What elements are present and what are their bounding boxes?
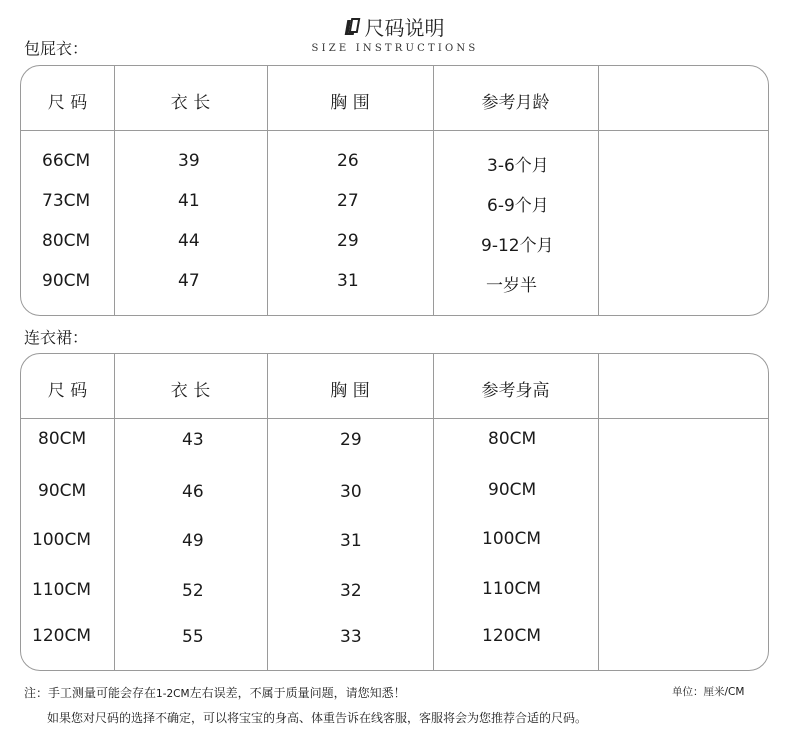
- cell-height: 100CM: [482, 529, 541, 549]
- header-length: 衣 长: [170, 93, 211, 113]
- cell-chest: 31: [340, 531, 362, 551]
- page-title-wrap: [0, 12, 790, 41]
- cell-height: 110CM: [482, 579, 541, 599]
- cell-length: 55: [182, 627, 204, 647]
- cell-age: 一岁半: [486, 276, 537, 296]
- size-table-dress: [20, 353, 769, 671]
- note-text-c: 左右误差，不属于质量问题，请您知悉！: [189, 686, 406, 700]
- measurement-note: [24, 684, 406, 701]
- cell-chest: 33: [340, 627, 362, 647]
- cell-size: 110CM: [32, 580, 91, 600]
- note-prefix: 注：: [24, 686, 49, 700]
- note-text-b: 1-2CM: [156, 688, 190, 700]
- cell-age: 3-6个月: [487, 156, 549, 176]
- header-chest: 胸 围: [330, 381, 370, 401]
- customer-service-note: 如果您对尺码的选择不确定，可以将宝宝的身高、体重告诉在线客服，客服将会为您推荐合适的尺码。: [47, 711, 588, 725]
- page-title-text: 尺码说明: [364, 16, 445, 40]
- cell-chest: 29: [340, 430, 362, 450]
- page-subtitle: SIZE INSTRUCTIONS: [311, 43, 479, 54]
- header-age: 参考月龄: [481, 93, 550, 113]
- cell-height: 120CM: [482, 626, 541, 646]
- size-table-bodysuit: [20, 65, 769, 316]
- cell-height: 80CM: [488, 429, 537, 449]
- cell-size: 90CM: [42, 271, 91, 291]
- cell-size: 100CM: [32, 530, 91, 550]
- header-size: 尺 码: [47, 93, 88, 113]
- cell-length: 44: [178, 231, 200, 251]
- page-title: [346, 12, 445, 41]
- header-size: 尺 码: [47, 381, 88, 401]
- section-label-dress: 连衣裙：: [24, 328, 89, 347]
- cell-length: 46: [182, 482, 204, 502]
- header-height: 参考身高: [481, 381, 550, 401]
- cell-age: 9-12个月: [481, 236, 554, 256]
- document-icon: [346, 18, 359, 35]
- cell-length: 43: [182, 430, 204, 450]
- cell-length: 49: [182, 531, 204, 551]
- unit-label: 单位：厘米/CM: [672, 686, 745, 698]
- section-label-bodysuit: 包屁衣：: [24, 39, 89, 58]
- cell-length: 41: [178, 191, 200, 211]
- cell-age: 6-9个月: [487, 196, 549, 216]
- note-text-a: 手工测量可能会存在: [48, 686, 157, 700]
- cell-size: 120CM: [32, 626, 91, 646]
- cell-chest: 31: [337, 271, 359, 291]
- cell-chest: 26: [337, 151, 359, 171]
- cell-chest: 29: [337, 231, 359, 251]
- cell-length: 39: [178, 151, 200, 171]
- cell-length: 47: [178, 271, 200, 291]
- cell-size: 80CM: [42, 231, 91, 251]
- cell-height: 90CM: [488, 480, 537, 500]
- cell-size: 80CM: [38, 429, 87, 449]
- cell-size: 90CM: [38, 481, 87, 501]
- cell-chest: 32: [340, 581, 362, 601]
- cell-chest: 27: [337, 191, 359, 211]
- header-length: 衣 长: [170, 381, 211, 401]
- cell-size: 66CM: [42, 151, 91, 171]
- cell-size: 73CM: [42, 191, 91, 211]
- header-chest: 胸 围: [330, 93, 370, 113]
- cell-length: 52: [182, 581, 204, 601]
- cell-chest: 30: [340, 482, 362, 502]
